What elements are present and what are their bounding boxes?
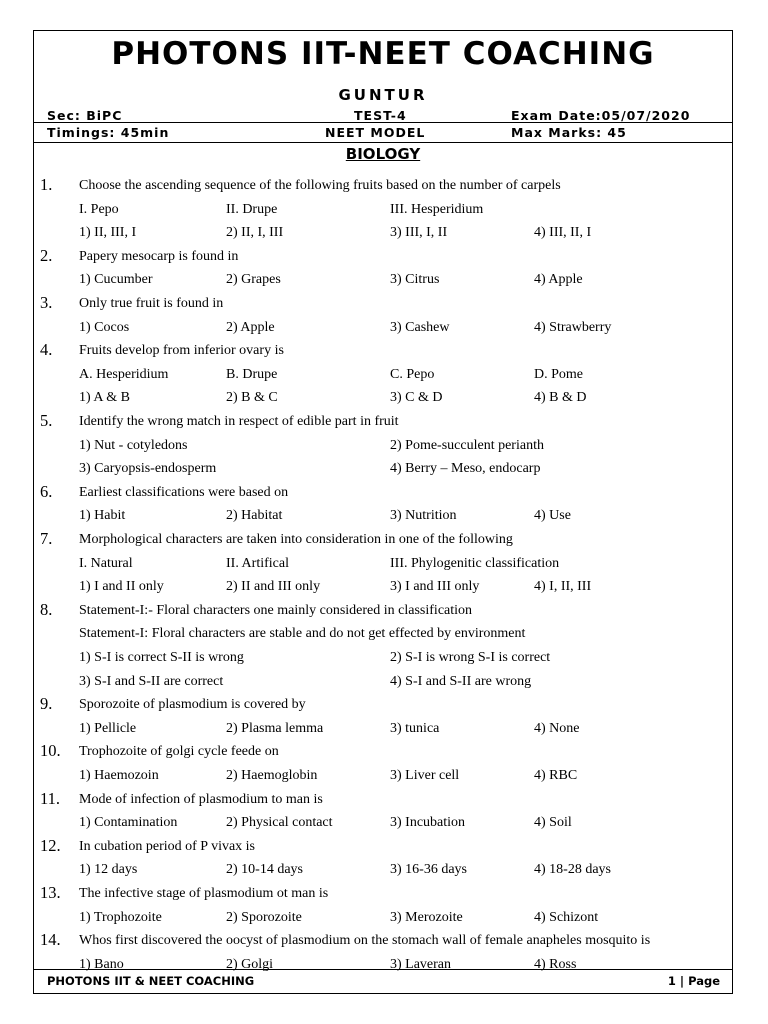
answer-option: 4) I, II, III (534, 579, 592, 595)
answer-option: 3) Laveran (390, 956, 452, 972)
question-text: In cubation period of P vivax is (79, 838, 256, 854)
answer-option: 2) Golgi (226, 956, 274, 972)
question-number: 1. (40, 175, 53, 194)
answer-option: 1) Cocos (79, 319, 130, 335)
question-number: 10. (40, 741, 61, 761)
question-number: 4. (40, 340, 53, 360)
question-item: B. Drupe (226, 366, 278, 382)
answer-option: 2) Pome-succulent perianth (390, 437, 544, 453)
answer-option: 3) III, I, II (390, 225, 448, 241)
question-number: 2. (40, 245, 53, 265)
answer-option: 3) Citrus (390, 272, 440, 288)
city-name: GUNTUR (338, 86, 428, 104)
answer-option: 1) Nut - cotyledons (79, 437, 188, 453)
question-item: II. Drupe (226, 201, 278, 217)
answer-option: 2) B & C (226, 390, 278, 406)
question-number: 12. (40, 835, 61, 855)
answer-option: 4) Soil (534, 815, 572, 831)
answer-option: 1) S-I is correct S-II is wrong (79, 650, 244, 665)
answer-option: 1) I and II only (79, 579, 164, 595)
question-number: 11. (40, 788, 61, 808)
answer-option: 4) III, II, I (534, 225, 592, 241)
answer-option: 3) Caryopsis-endosperm (79, 461, 217, 477)
question-item: II. Artifical (226, 555, 289, 571)
question-text: Identify the wrong match in respect of edible part in fruit (79, 414, 399, 429)
question-item: III. Phylogenitic classification (390, 555, 560, 571)
question-text: The infective stage of plasmodium ot man is (79, 886, 329, 901)
subject-divider (33, 142, 733, 143)
section-label: Sec: BiPC (47, 108, 123, 123)
answer-option: 2) Haemoglobin (226, 768, 318, 783)
answer-option: 4) B & D (534, 390, 587, 406)
answer-option: 1) Cucumber (79, 272, 153, 288)
question-text: Morphological characters are taken into consideration in one of the following (79, 532, 513, 547)
answer-option: 2) S-I is wrong S-I is correct (390, 650, 551, 665)
question-text: Sporozoite of plasmodium is covered by (79, 697, 306, 713)
answer-option: 2) II and III only (226, 579, 321, 595)
header-divider (33, 122, 733, 123)
answer-option: 4) RBC (534, 768, 578, 783)
question-item: I. Natural (79, 555, 133, 571)
answer-option: 2) Apple (226, 319, 275, 335)
answer-option: 3) C & D (390, 390, 443, 406)
footer-divider (33, 969, 733, 970)
footer-left: PHOTONS IIT & NEET COACHING (47, 974, 255, 988)
question-number: 3. (40, 293, 53, 312)
question-item: C. Pepo (390, 366, 435, 382)
answer-option: 3) Incubation (390, 815, 466, 831)
answer-option: 3) 16-36 days (390, 862, 467, 878)
answer-option: 1) Haemozoin (79, 768, 159, 783)
max-marks: Max Marks: 45 (511, 125, 627, 140)
question-item: III. Hesperidium (390, 201, 484, 217)
question-item: A. Hesperidium (79, 366, 169, 382)
answer-option: 4) Apple (534, 272, 583, 288)
answer-option: 3) I and III only (390, 579, 480, 595)
page-number: 1 | Page (667, 974, 720, 988)
timings-label: Timings: 45min (47, 125, 170, 140)
answer-option: 1) Habit (79, 508, 126, 524)
question-number: 13. (40, 883, 61, 902)
answer-option: 3) Nutrition (390, 508, 457, 524)
answer-option: 1) II, III, I (79, 225, 137, 241)
answer-option: 1) Contamination (79, 815, 178, 831)
question-text: Choose the ascending sequence of the following fruits based on the number of carpels (79, 178, 561, 193)
question-number: 5. (40, 411, 53, 430)
answer-option: 3) tunica (390, 720, 440, 736)
answer-option: 2) Plasma lemma (226, 720, 324, 736)
subject-label: BIOLOGY (345, 145, 421, 163)
question-text: Whos first discovered the oocyst of plasmodium on the stomach wall of female anapheles mosquito is (79, 933, 651, 949)
answer-option: 4) Ross (534, 956, 577, 972)
question-item: I. Pepo (79, 201, 119, 217)
answer-option: 2) Sporozoite (226, 909, 302, 925)
answer-option: 3) Cashew (390, 319, 450, 335)
answer-option: 4) Strawberry (534, 319, 612, 335)
question-text: Only true fruit is found in (79, 296, 224, 311)
question-text: Earliest classifications were based on (79, 484, 289, 500)
answer-option: 4) 18-28 days (534, 862, 611, 878)
question-text: Trophozoite of golgi cycle feede on (79, 744, 279, 760)
answer-option: 1) Pellicle (79, 720, 137, 736)
answer-option: 4) None (534, 720, 580, 736)
answer-option: 2) Grapes (226, 272, 281, 288)
answer-option: 1) A & B (79, 390, 130, 406)
question-text: Fruits develop from inferior ovary is (79, 343, 284, 359)
question-number: 9. (40, 694, 53, 714)
answer-option: 3) S-I and S-II are correct (79, 673, 224, 689)
answer-option: 2) Physical contact (226, 815, 333, 831)
question-text: Papery mesocarp is found in (79, 248, 239, 264)
answer-option: 2) 10-14 days (226, 862, 303, 878)
model-label: NEET MODEL (325, 125, 426, 140)
question-number: 14. (40, 930, 61, 950)
answer-option: 1) 12 days (79, 862, 138, 878)
page-title: PHOTONS IIT-NEET COACHING (111, 36, 655, 72)
question-number: 7. (40, 529, 53, 548)
answer-option: 3) Merozoite (390, 909, 463, 925)
question-number: 8. (40, 599, 53, 619)
answer-option: 2) Habitat (226, 508, 283, 524)
subject-heading (33, 145, 733, 163)
answer-option: 1) Bano (79, 956, 124, 972)
answer-option: 3) Liver cell (390, 768, 460, 783)
answer-option: 1) Trophozoite (79, 909, 162, 925)
answer-option: 4) S-I and S-II are wrong (390, 673, 532, 689)
question-text: Statement-I:- Floral characters one mainly considered in classification (79, 602, 473, 618)
answer-option: 2) II, I, III (226, 225, 284, 241)
test-label: TEST-4 (354, 108, 407, 123)
answer-option: 4) Use (534, 508, 571, 524)
exam-date: Exam Date:05/07/2020 (511, 108, 691, 123)
question-item: Statement-I: Floral characters are stable and do not get effected by environment (79, 626, 526, 642)
question-text: Mode of infection of plasmodium to man is (79, 791, 323, 807)
question-item: D. Pome (534, 366, 583, 382)
question-number: 6. (40, 481, 53, 501)
answer-option: 4) Schizont (534, 909, 599, 925)
answer-option: 4) Berry – Meso, endocarp (390, 461, 541, 477)
